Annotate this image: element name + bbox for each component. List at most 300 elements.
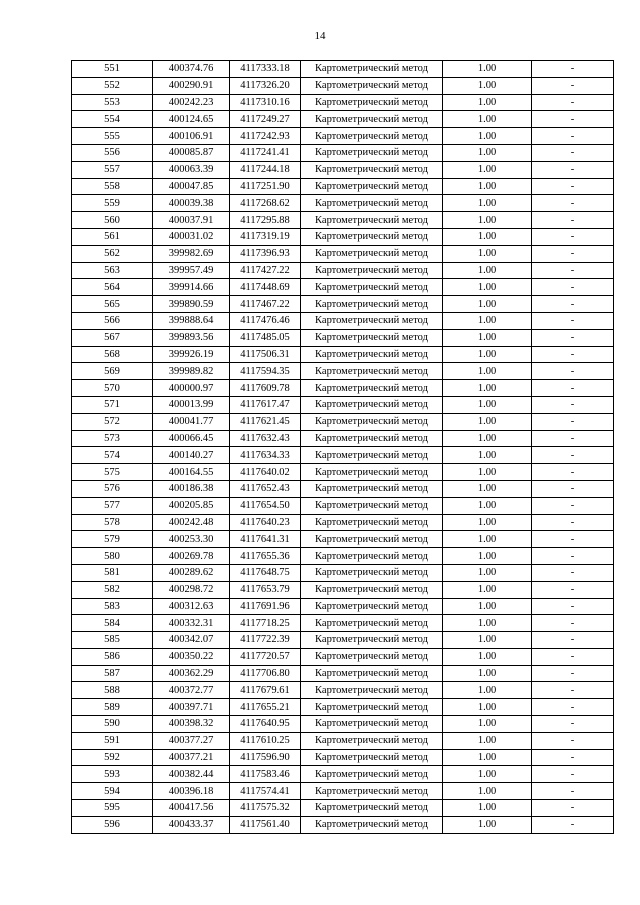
method-cell: Картометрический метод (301, 212, 443, 229)
description-cell: - (532, 766, 614, 783)
y-coordinate-cell: 4117310.16 (230, 94, 301, 111)
accuracy-cell: 1.00 (443, 766, 532, 783)
point-number-cell: 551 (72, 61, 153, 78)
accuracy-cell: 1.00 (443, 363, 532, 380)
x-coordinate-cell: 399926.19 (153, 346, 230, 363)
table-row (72, 430, 614, 447)
description-cell: - (532, 783, 614, 800)
accuracy-cell: 1.00 (443, 262, 532, 279)
method-cell: Картометрический метод (301, 497, 443, 514)
method-cell: Картометрический метод (301, 228, 443, 245)
table-row (72, 77, 614, 94)
description-cell: - (532, 144, 614, 161)
table-row (72, 228, 614, 245)
x-coordinate-cell: 400164.55 (153, 464, 230, 481)
x-coordinate-cell: 400290.91 (153, 77, 230, 94)
method-cell: Картометрический метод (301, 430, 443, 447)
method-cell: Картометрический метод (301, 447, 443, 464)
table-row (72, 682, 614, 699)
accuracy-cell: 1.00 (443, 581, 532, 598)
x-coordinate-cell: 400039.38 (153, 195, 230, 212)
method-cell: Картометрический метод (301, 783, 443, 800)
point-number-cell: 585 (72, 632, 153, 649)
method-cell: Картометрический метод (301, 732, 443, 749)
y-coordinate-cell: 4117706.80 (230, 665, 301, 682)
description-cell: - (532, 732, 614, 749)
accuracy-cell: 1.00 (443, 564, 532, 581)
x-coordinate-cell: 400013.99 (153, 396, 230, 413)
description-cell: - (532, 716, 614, 733)
method-cell: Картометрический метод (301, 564, 443, 581)
method-cell: Картометрический метод (301, 665, 443, 682)
method-cell: Картометрический метод (301, 346, 443, 363)
x-coordinate-cell: 400350.22 (153, 648, 230, 665)
point-number-cell: 576 (72, 480, 153, 497)
method-cell: Картометрический метод (301, 581, 443, 598)
description-cell: - (532, 94, 614, 111)
x-coordinate-cell: 399957.49 (153, 262, 230, 279)
accuracy-cell: 1.00 (443, 716, 532, 733)
method-cell: Картометрический метод (301, 363, 443, 380)
x-coordinate-cell: 399893.56 (153, 329, 230, 346)
x-coordinate-cell: 400342.07 (153, 632, 230, 649)
accuracy-cell: 1.00 (443, 816, 532, 833)
description-cell: - (532, 228, 614, 245)
table-row (72, 699, 614, 716)
accuracy-cell: 1.00 (443, 144, 532, 161)
accuracy-cell: 1.00 (443, 615, 532, 632)
x-coordinate-cell: 400289.62 (153, 564, 230, 581)
description-cell: - (532, 430, 614, 447)
table-row (72, 111, 614, 128)
accuracy-cell: 1.00 (443, 128, 532, 145)
accuracy-cell: 1.00 (443, 699, 532, 716)
point-number-cell: 555 (72, 128, 153, 145)
accuracy-cell: 1.00 (443, 447, 532, 464)
point-number-cell: 567 (72, 329, 153, 346)
description-cell: - (532, 514, 614, 531)
accuracy-cell: 1.00 (443, 380, 532, 397)
point-number-cell: 582 (72, 581, 153, 598)
y-coordinate-cell: 4117641.31 (230, 531, 301, 548)
description-cell: - (532, 749, 614, 766)
method-cell: Картометрический метод (301, 128, 443, 145)
method-cell: Картометрический метод (301, 464, 443, 481)
accuracy-cell: 1.00 (443, 161, 532, 178)
method-cell: Картометрический метод (301, 800, 443, 817)
accuracy-cell: 1.00 (443, 682, 532, 699)
x-coordinate-cell: 400253.30 (153, 531, 230, 548)
accuracy-cell: 1.00 (443, 228, 532, 245)
y-coordinate-cell: 4117467.22 (230, 296, 301, 313)
table-row (72, 581, 614, 598)
point-number-cell: 571 (72, 396, 153, 413)
method-cell: Картометрический метод (301, 816, 443, 833)
table-row (72, 245, 614, 262)
x-coordinate-cell: 400417.56 (153, 800, 230, 817)
method-cell: Картометрический метод (301, 699, 443, 716)
accuracy-cell: 1.00 (443, 178, 532, 195)
x-coordinate-cell: 400396.18 (153, 783, 230, 800)
accuracy-cell: 1.00 (443, 195, 532, 212)
y-coordinate-cell: 4117575.32 (230, 800, 301, 817)
point-number-cell: 565 (72, 296, 153, 313)
point-number-cell: 583 (72, 598, 153, 615)
table-row (72, 598, 614, 615)
point-number-cell: 564 (72, 279, 153, 296)
y-coordinate-cell: 4117691.96 (230, 598, 301, 615)
y-coordinate-cell: 4117640.23 (230, 514, 301, 531)
x-coordinate-cell: 400377.27 (153, 732, 230, 749)
description-cell: - (532, 329, 614, 346)
table-row (72, 816, 614, 833)
description-cell: - (532, 581, 614, 598)
point-number-cell: 557 (72, 161, 153, 178)
table-row (72, 262, 614, 279)
y-coordinate-cell: 4117653.79 (230, 581, 301, 598)
point-number-cell: 552 (72, 77, 153, 94)
y-coordinate-cell: 4117609.78 (230, 380, 301, 397)
method-cell: Картометрический метод (301, 312, 443, 329)
table-row (72, 749, 614, 766)
point-number-cell: 553 (72, 94, 153, 111)
table-row (72, 514, 614, 531)
table-row (72, 497, 614, 514)
point-number-cell: 580 (72, 548, 153, 565)
point-number-cell: 561 (72, 228, 153, 245)
accuracy-cell: 1.00 (443, 648, 532, 665)
point-number-cell: 578 (72, 514, 153, 531)
table-row (72, 732, 614, 749)
description-cell: - (532, 800, 614, 817)
y-coordinate-cell: 4117295.88 (230, 212, 301, 229)
description-cell: - (532, 480, 614, 497)
table-row (72, 161, 614, 178)
method-cell: Картометрический метод (301, 749, 443, 766)
table-row (72, 380, 614, 397)
x-coordinate-cell: 400047.85 (153, 178, 230, 195)
accuracy-cell: 1.00 (443, 245, 532, 262)
accuracy-cell: 1.00 (443, 665, 532, 682)
point-number-cell: 566 (72, 312, 153, 329)
point-number-cell: 591 (72, 732, 153, 749)
y-coordinate-cell: 4117679.61 (230, 682, 301, 699)
accuracy-cell: 1.00 (443, 413, 532, 430)
accuracy-cell: 1.00 (443, 514, 532, 531)
y-coordinate-cell: 4117583.46 (230, 766, 301, 783)
point-number-cell: 593 (72, 766, 153, 783)
method-cell: Картометрический метод (301, 396, 443, 413)
table-row (72, 312, 614, 329)
point-number-cell: 558 (72, 178, 153, 195)
accuracy-cell: 1.00 (443, 111, 532, 128)
description-cell: - (532, 816, 614, 833)
description-cell: - (532, 312, 614, 329)
description-cell: - (532, 682, 614, 699)
accuracy-cell: 1.00 (443, 61, 532, 78)
y-coordinate-cell: 4117249.27 (230, 111, 301, 128)
method-cell: Картометрический метод (301, 61, 443, 78)
y-coordinate-cell: 4117640.02 (230, 464, 301, 481)
table-row (72, 212, 614, 229)
y-coordinate-cell: 4117718.25 (230, 615, 301, 632)
point-number-cell: 569 (72, 363, 153, 380)
method-cell: Картометрический метод (301, 480, 443, 497)
x-coordinate-cell: 400031.02 (153, 228, 230, 245)
method-cell: Картометрический метод (301, 531, 443, 548)
accuracy-cell: 1.00 (443, 77, 532, 94)
description-cell: - (532, 615, 614, 632)
method-cell: Картометрический метод (301, 548, 443, 565)
description-cell: - (532, 665, 614, 682)
point-number-cell: 589 (72, 699, 153, 716)
accuracy-cell: 1.00 (443, 430, 532, 447)
description-cell: - (532, 346, 614, 363)
description-cell: - (532, 296, 614, 313)
y-coordinate-cell: 4117333.18 (230, 61, 301, 78)
table-row (72, 783, 614, 800)
point-number-cell: 575 (72, 464, 153, 481)
x-coordinate-cell: 400242.48 (153, 514, 230, 531)
x-coordinate-cell: 400312.63 (153, 598, 230, 615)
description-cell: - (532, 195, 614, 212)
accuracy-cell: 1.00 (443, 396, 532, 413)
description-cell: - (532, 447, 614, 464)
y-coordinate-cell: 4117448.69 (230, 279, 301, 296)
y-coordinate-cell: 4117720.57 (230, 648, 301, 665)
point-number-cell: 588 (72, 682, 153, 699)
accuracy-cell: 1.00 (443, 312, 532, 329)
x-coordinate-cell: 400362.29 (153, 665, 230, 682)
y-coordinate-cell: 4117244.18 (230, 161, 301, 178)
accuracy-cell: 1.00 (443, 464, 532, 481)
method-cell: Картометрический метод (301, 195, 443, 212)
x-coordinate-cell: 400063.39 (153, 161, 230, 178)
table-row (72, 464, 614, 481)
table-row (72, 632, 614, 649)
description-cell: - (532, 548, 614, 565)
accuracy-cell: 1.00 (443, 480, 532, 497)
y-coordinate-cell: 4117485.05 (230, 329, 301, 346)
table-row (72, 447, 614, 464)
y-coordinate-cell: 4117655.36 (230, 548, 301, 565)
y-coordinate-cell: 4117242.93 (230, 128, 301, 145)
table-row (72, 564, 614, 581)
point-number-cell: 587 (72, 665, 153, 682)
y-coordinate-cell: 4117326.20 (230, 77, 301, 94)
accuracy-cell: 1.00 (443, 632, 532, 649)
y-coordinate-cell: 4117241.41 (230, 144, 301, 161)
x-coordinate-cell: 400085.87 (153, 144, 230, 161)
y-coordinate-cell: 4117654.50 (230, 497, 301, 514)
y-coordinate-cell: 4117561.40 (230, 816, 301, 833)
accuracy-cell: 1.00 (443, 531, 532, 548)
description-cell: - (532, 128, 614, 145)
x-coordinate-cell: 400377.21 (153, 749, 230, 766)
accuracy-cell: 1.00 (443, 94, 532, 111)
y-coordinate-cell: 4117632.43 (230, 430, 301, 447)
coordinates-table (71, 60, 614, 834)
description-cell: - (532, 564, 614, 581)
x-coordinate-cell: 400374.76 (153, 61, 230, 78)
method-cell: Картометрический метод (301, 329, 443, 346)
y-coordinate-cell: 4117574.41 (230, 783, 301, 800)
description-cell: - (532, 161, 614, 178)
table-row (72, 144, 614, 161)
description-cell: - (532, 396, 614, 413)
description-cell: - (532, 648, 614, 665)
y-coordinate-cell: 4117268.62 (230, 195, 301, 212)
point-number-cell: 556 (72, 144, 153, 161)
coordinates-table-body (72, 61, 614, 834)
x-coordinate-cell: 400397.71 (153, 699, 230, 716)
x-coordinate-cell: 400106.91 (153, 128, 230, 145)
table-row (72, 329, 614, 346)
x-coordinate-cell: 400433.37 (153, 816, 230, 833)
accuracy-cell: 1.00 (443, 329, 532, 346)
y-coordinate-cell: 4117427.22 (230, 262, 301, 279)
x-coordinate-cell: 400205.85 (153, 497, 230, 514)
table-row (72, 531, 614, 548)
method-cell: Картометрический метод (301, 279, 443, 296)
y-coordinate-cell: 4117617.47 (230, 396, 301, 413)
table-row (72, 396, 614, 413)
y-coordinate-cell: 4117396.93 (230, 245, 301, 262)
x-coordinate-cell: 400382.44 (153, 766, 230, 783)
description-cell: - (532, 262, 614, 279)
point-number-cell: 570 (72, 380, 153, 397)
table-row (72, 94, 614, 111)
method-cell: Картометрический метод (301, 380, 443, 397)
point-number-cell: 563 (72, 262, 153, 279)
table-row (72, 279, 614, 296)
x-coordinate-cell: 400242.23 (153, 94, 230, 111)
point-number-cell: 574 (72, 447, 153, 464)
point-number-cell: 568 (72, 346, 153, 363)
point-number-cell: 577 (72, 497, 153, 514)
y-coordinate-cell: 4117621.45 (230, 413, 301, 430)
y-coordinate-cell: 4117634.33 (230, 447, 301, 464)
x-coordinate-cell: 399888.64 (153, 312, 230, 329)
x-coordinate-cell: 399890.59 (153, 296, 230, 313)
y-coordinate-cell: 4117655.21 (230, 699, 301, 716)
y-coordinate-cell: 4117648.75 (230, 564, 301, 581)
method-cell: Картометрический метод (301, 245, 443, 262)
method-cell: Картометрический метод (301, 77, 443, 94)
point-number-cell: 581 (72, 564, 153, 581)
method-cell: Картометрический метод (301, 514, 443, 531)
table-row (72, 615, 614, 632)
description-cell: - (532, 61, 614, 78)
description-cell: - (532, 178, 614, 195)
description-cell: - (532, 363, 614, 380)
accuracy-cell: 1.00 (443, 783, 532, 800)
point-number-cell: 595 (72, 800, 153, 817)
method-cell: Картометрический метод (301, 296, 443, 313)
description-cell: - (532, 77, 614, 94)
description-cell: - (532, 464, 614, 481)
x-coordinate-cell: 399989.82 (153, 363, 230, 380)
method-cell: Картометрический метод (301, 144, 443, 161)
y-coordinate-cell: 4117319.19 (230, 228, 301, 245)
x-coordinate-cell: 399914.66 (153, 279, 230, 296)
method-cell: Картометрический метод (301, 632, 443, 649)
method-cell: Картометрический метод (301, 648, 443, 665)
accuracy-cell: 1.00 (443, 800, 532, 817)
y-coordinate-cell: 4117652.43 (230, 480, 301, 497)
description-cell: - (532, 212, 614, 229)
description-cell: - (532, 380, 614, 397)
point-number-cell: 596 (72, 816, 153, 833)
y-coordinate-cell: 4117476.46 (230, 312, 301, 329)
description-cell: - (532, 279, 614, 296)
table-row (72, 296, 614, 313)
x-coordinate-cell: 400037.91 (153, 212, 230, 229)
y-coordinate-cell: 4117251.90 (230, 178, 301, 195)
description-cell: - (532, 111, 614, 128)
accuracy-cell: 1.00 (443, 279, 532, 296)
point-number-cell: 554 (72, 111, 153, 128)
y-coordinate-cell: 4117506.31 (230, 346, 301, 363)
point-number-cell: 592 (72, 749, 153, 766)
table-row (72, 766, 614, 783)
y-coordinate-cell: 4117722.39 (230, 632, 301, 649)
table-row (72, 716, 614, 733)
description-cell: - (532, 699, 614, 716)
table-row (72, 178, 614, 195)
x-coordinate-cell: 400124.65 (153, 111, 230, 128)
accuracy-cell: 1.00 (443, 346, 532, 363)
x-coordinate-cell: 400041.77 (153, 413, 230, 430)
y-coordinate-cell: 4117610.25 (230, 732, 301, 749)
method-cell: Картометрический метод (301, 413, 443, 430)
x-coordinate-cell: 400140.27 (153, 447, 230, 464)
x-coordinate-cell: 400269.78 (153, 548, 230, 565)
x-coordinate-cell: 400332.31 (153, 615, 230, 632)
accuracy-cell: 1.00 (443, 296, 532, 313)
y-coordinate-cell: 4117596.90 (230, 749, 301, 766)
description-cell: - (532, 598, 614, 615)
x-coordinate-cell: 400066.45 (153, 430, 230, 447)
point-number-cell: 560 (72, 212, 153, 229)
description-cell: - (532, 413, 614, 430)
description-cell: - (532, 531, 614, 548)
accuracy-cell: 1.00 (443, 548, 532, 565)
y-coordinate-cell: 4117640.95 (230, 716, 301, 733)
page-number: 14 (314, 30, 326, 42)
method-cell: Картометрический метод (301, 94, 443, 111)
table-row (72, 800, 614, 817)
point-number-cell: 572 (72, 413, 153, 430)
x-coordinate-cell: 400000.97 (153, 380, 230, 397)
description-cell: - (532, 497, 614, 514)
point-number-cell: 573 (72, 430, 153, 447)
table-row (72, 61, 614, 78)
x-coordinate-cell: 399982.69 (153, 245, 230, 262)
table-row (72, 648, 614, 665)
point-number-cell: 562 (72, 245, 153, 262)
method-cell: Картометрический метод (301, 766, 443, 783)
x-coordinate-cell: 400372.77 (153, 682, 230, 699)
y-coordinate-cell: 4117594.35 (230, 363, 301, 380)
method-cell: Картометрический метод (301, 716, 443, 733)
table-row (72, 665, 614, 682)
accuracy-cell: 1.00 (443, 598, 532, 615)
point-number-cell: 579 (72, 531, 153, 548)
accuracy-cell: 1.00 (443, 212, 532, 229)
method-cell: Картометрический метод (301, 111, 443, 128)
x-coordinate-cell: 400298.72 (153, 581, 230, 598)
